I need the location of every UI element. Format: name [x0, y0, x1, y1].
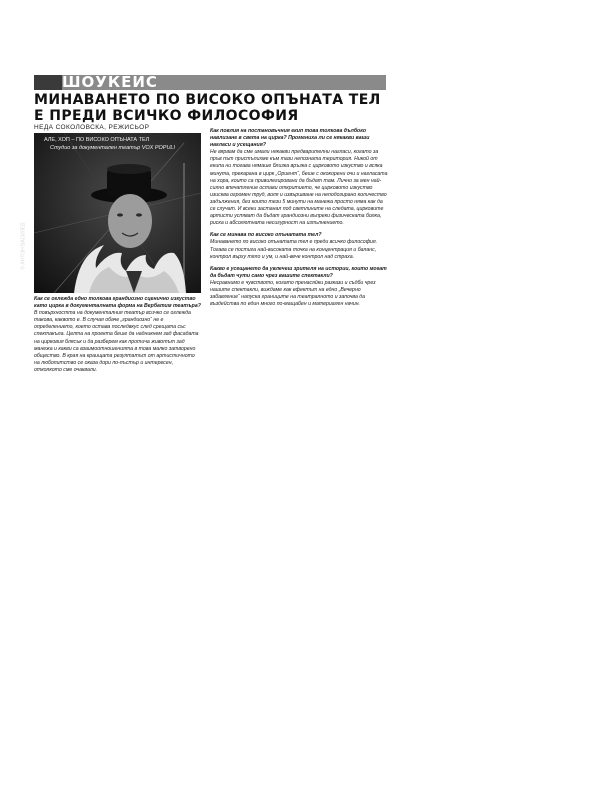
section-bar-tab: [34, 75, 62, 90]
question-1: [34, 296, 201, 374]
headline-line-1: МИНАВАНЕТО ПО ВИСОКО ОПЪНАТА ТЕЛ: [34, 92, 381, 108]
left-column: [34, 296, 201, 379]
section-label: ШОУКЕЙС: [62, 73, 158, 91]
question-2: [210, 128, 388, 227]
question-3: [210, 232, 388, 260]
headline-line-2: Е ПРЕДИ ВСИЧКО ФИЛОСОФИЯ: [34, 108, 299, 124]
photo-caption-title: АЛЕ, ХОП – ПО ВИСОКО ОПЪНАТА ТЕЛ: [44, 137, 150, 143]
answer-text: Не вярвам да сме имали някакви предварителни нагласи, когато за пръв път пристъпихме към тази непозната територия. Никой от екипа ни тогава нямаше близка връзка с цирковото изкуство и всяка минута, прекарана в цирк „Ориент“, беше с ококорени очи и нагласата на хора, които са привилегировани да бъдат там. Лично за мен най-силно впечатление остави откритието, че цирковото изкуство изисква огромен труд, воля и извършване на неподозирано количество задължения, без които тези 5 минути на манежа просто няма как да се случат. И всеки застанал под светлините на следата, цирковите артисти успяват да бъдат грандиозни въпреки физическата болка, риска и абсолютната несигурност на изпълнението.: [210, 149, 388, 227]
article-photo: [20, 133, 201, 293]
question-text: Как се оглежда едно толкова грандиозно сценично изкуство като цирка в документалната форма на Вербатим театъра?: [34, 296, 201, 310]
byline: НЕДА СОКОЛОВСКА, РЕЖИСЬОР: [34, 124, 150, 131]
question-4: [210, 266, 388, 309]
photo-illustration: [34, 133, 201, 293]
photo-credit: © АНТОН ВАСИЛЕВ: [20, 222, 27, 270]
answer-text: В повърхността на документалния театър всичко се оглежда такова, каквото е. В случая обаче „грандиозно“ не е определението, което остава последвкус след срещата със спектакъла. Целта на проекта беше да надникнем зад фасадата на цирковия блясък и да разберем как протича животът зад манежа и какви са взаимоотношенията в това малко затворено общество. В края на краищата резултатът от артистичното на любопитство се оказа дори по-пъстър и интересен, отколкото сме очаквали.: [34, 310, 199, 373]
answer-text: Несравнимо е чувството, когато пренасяйки разкази и съдби чрез нашите спектакли, виждаме как ефектът на едно „Вечерно забавление“ напуска границите на театралното и започва да въздейства по един много по-мащабен и материален начин.: [210, 279, 376, 308]
right-column: [210, 128, 388, 313]
photo-caption-subtitle: Студио за документален театър VOX POPULI: [50, 145, 176, 151]
answer-text: Минаването по високо опънатата тел е преди всичко философия. Тогава се постига най-високата точка на концентрация и баланс, контрол върху тяло и ум, и най-вече контрол над страха.: [210, 239, 378, 260]
headline: [34, 92, 394, 124]
question-text: Как се минава по високо опънатата тел?: [210, 232, 322, 239]
question-text: Как повлия на постановъчния екип това толкова дълбоко навлизане в света на цирка? Променихa ли се някакви ваши нагласи и усещания?: [210, 128, 370, 149]
question-text: Какво е усещането да увлечеш зрителя на истории, които могат да бъдат чути само чрез вашите спектакли?: [210, 265, 387, 279]
